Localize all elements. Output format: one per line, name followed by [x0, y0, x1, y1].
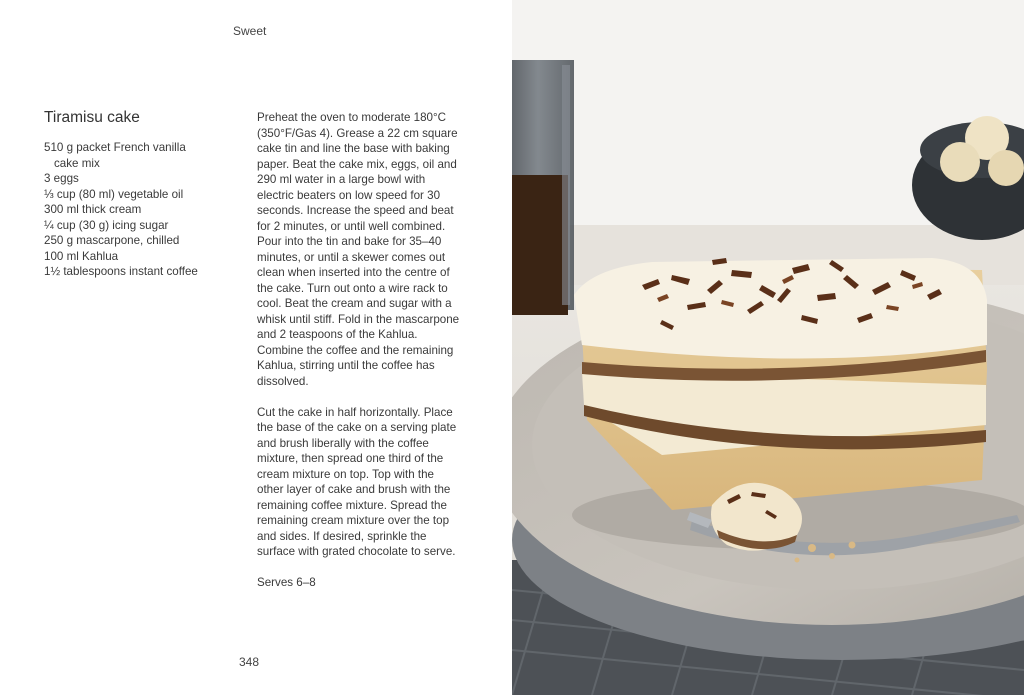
ingredient-list — [44, 140, 234, 280]
recipe-title: Tiramisu cake — [44, 109, 140, 126]
method-paragraph: Cut the cake in half horizontally. Place the base of the cake on a serving plate and brush liberally with the coffee mixture, then spread one third of the cream mixture on top. Top with the other layer of cake and brush with the remaining coffee mixture. Spread the remaining cream mixture over the top and sides. If desired, sprinkle the surface with grated chocolate to serve. — [257, 405, 457, 558]
ingredient-item: 300 ml thick cream — [44, 203, 142, 216]
ingredient-item: 510 g packet French vanilla — [44, 141, 186, 154]
method-text — [257, 110, 462, 606]
page-number: 348 — [239, 655, 260, 669]
ingredient-item: cake mix — [54, 156, 100, 170]
ingredient-item: 250 g mascarpone, chilled — [44, 234, 180, 247]
ingredient-item: 100 ml Kahlua — [44, 249, 119, 263]
tiramisu-photo — [512, 0, 1024, 695]
ingredient-item: 3 eggs — [44, 172, 79, 185]
tiramisu-photo-illustration — [512, 0, 1024, 695]
serves-text: Serves 6–8 — [257, 576, 316, 589]
method-paragraph: Preheat the oven to moderate 180°C (350°F/Gas 4). Grease a 22 cm square cake tin and line the base with baking paper. Beat the cake mix, eggs, oil and 290 ml water in a large bowl with electric beaters on low speed for 30 seconds. Increase the speed and beat for 2 minutes, or until well combined. Pour into the tin and bake for 35–40 minutes, or until a skewer comes out clean when inserted into the centre of the cake. Turn out onto a wire rack to cool. Beat the cream and sugar with a whisk until stiff. Fold in the mascarpone and 2 teaspoons of the Kahlua. Combine the coffee and the remaining Kahlua, stirring until the coffee has dissolved. — [257, 111, 460, 388]
ingredient-item: ¼ cup (30 g) icing sugar — [44, 218, 169, 232]
ingredient-item: ⅓ cup (80 ml) vegetable oil — [44, 187, 184, 201]
running-head: Sweet — [233, 24, 267, 38]
ingredient-item: 1½ tablespoons instant coffee — [44, 265, 198, 278]
